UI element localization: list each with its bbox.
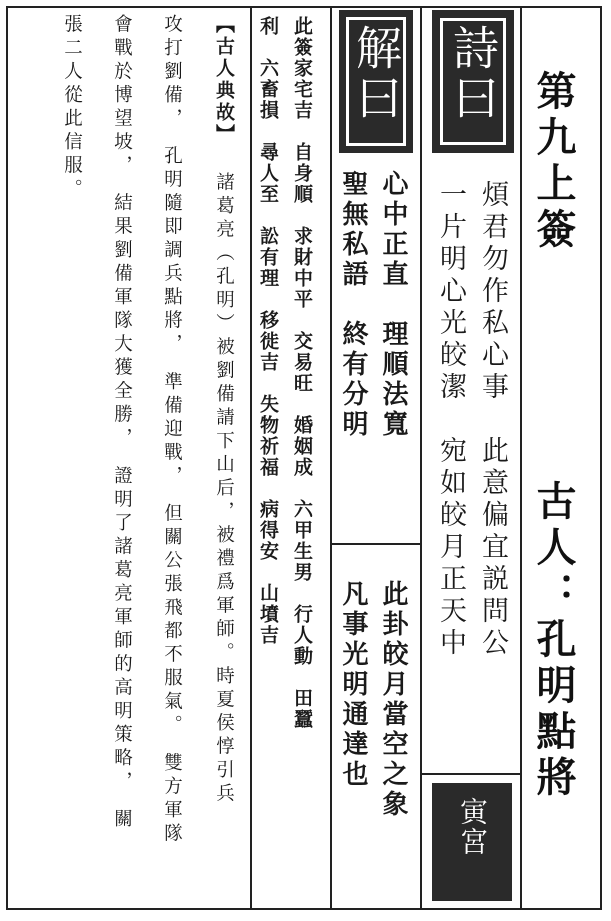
divider-categories bbox=[250, 6, 252, 910]
story-line-1-cont: 諸葛亮（孔明）被劉備請下山后，被禮爲軍師。時夏侯惇引兵 bbox=[213, 172, 235, 807]
ancient-person: 古人：孔明點將 bbox=[530, 480, 576, 802]
summary-line-1: 此卦皎月當空之象 bbox=[378, 580, 408, 820]
summary-line-2: 凡事光明通達也 bbox=[338, 580, 368, 790]
story-heading: 【古人典故】 bbox=[213, 14, 235, 146]
interpretation-line-2: 聖無私語 終有分明 bbox=[338, 170, 368, 440]
story-line-2: 攻打劉備， 孔明隨即調兵點將， 準備迎戰， 但關公張飛都不服氣。 雙方軍隊 bbox=[161, 14, 183, 847]
poem-label: 詩曰 bbox=[446, 24, 500, 124]
sign-title: 第九上簽 bbox=[530, 70, 576, 254]
divider-interpretation bbox=[330, 6, 332, 910]
poem-line-2: 一片明心光皎潔 宛如皎月正天中 bbox=[435, 180, 466, 660]
story-line-3: 會戰於博望坡， 結果劉備軍隊大獲全勝， 證明了諸葛亮軍師的高明策略， 關 bbox=[111, 14, 133, 833]
category-line-2: 利 六畜損 尋人至 訟有理 移徙吉 失物祈福 病得安 山墳吉 bbox=[257, 16, 279, 646]
poem-badge bbox=[432, 10, 514, 153]
story-line-4: 張二人從此信服。 bbox=[61, 14, 83, 202]
palace-badge bbox=[432, 783, 512, 901]
interpretation-badge bbox=[339, 10, 413, 153]
interpretation-label: 解曰 bbox=[349, 24, 403, 124]
divider-summary bbox=[330, 543, 422, 545]
poem-line-1: 煩君勿作私心事 此意偏宜説問公 bbox=[477, 180, 508, 660]
category-line-1: 此簽家宅吉 自身順 求財中平 交易旺 婚姻成 六甲生男 行人動 田蠶 bbox=[291, 16, 313, 730]
interpretation-line-1: 心中正直 理順法寬 bbox=[378, 170, 408, 440]
palace-label: 寅宮 bbox=[456, 797, 489, 857]
divider-palace bbox=[420, 773, 522, 775]
